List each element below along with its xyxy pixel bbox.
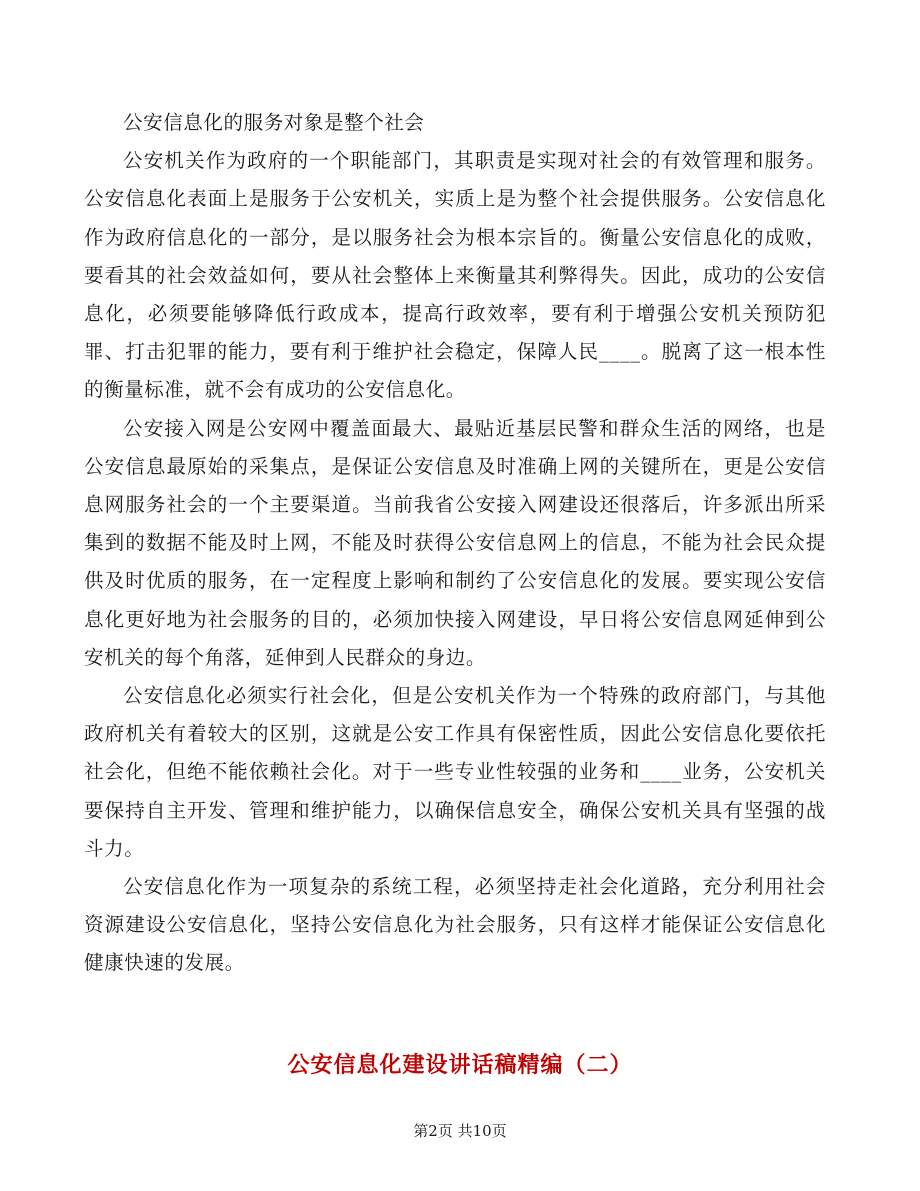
section-title: 公安信息化建设讲话稿精编（二）: [287, 1052, 633, 1078]
paragraph-4: 公安信息化作为一项复杂的系统工程，必须坚持走社会化道路，充分利用社会资源建设公安信息化，坚持公安信息化为社会服务，只有这样才能保证公安信息化健康快速的发展。: [84, 875, 826, 975]
document-body: [84, 104, 826, 983]
paragraph-2: 公安接入网是公安网中覆盖面最大、最贴近基层民警和群众生活的网络，也是公安信息最原始的采集点，是保证公安信息及时准确上网的关键所在，更是公安信息网服务社会的一个主要渠道。当前我省公安接入网建设还很落后，许多派出所采集到的数据不能及时上网，不能及时获得公安信息网上的信息，不能为社会民众提供及时优质的服务，在一定程度上影响和制约了公安信息化的发展。要实现公安信息化更好地为社会服务的目的，必须加快接入网建设，早日将公安信息网延伸到公安机关的每个角落，延伸到人民群众的身边。: [84, 416, 826, 669]
paragraph-3: 公安信息化必须实行社会化，但是公安机关作为一个特殊的政府部门，与其他政府机关有着较大的区别，这就是公安工作具有保密性质，因此公安信息化要依托社会化，但绝不能依赖社会化。对于一些专业性较强的业务和____业务，公安机关要保持自主开发、管理和维护能力，以确保信息安全，确保公安机关具有坚强的战斗力。: [84, 684, 826, 860]
paragraph-1: 公安机关作为政府的一个职能部门，其职责是实现对社会的有效管理和服务。公安信息化表面上是服务于公安机关，实质上是为整个社会提供服务。公安信息化作为政府信息化的一部分，是以服务社会为根本宗旨的。衡量公安信息化的成败，要看其的社会效益如何，要从社会整体上来衡量其利弊得失。因此，成功的公安信息化，必须要能够降低行政成本，提高行政效率，要有利于增强公安机关预防犯罪、打击犯罪的能力，要有利于维护社会稳定，保障人民____。脱离了这一根本性的衡量标准，就不会有成功的公安信息化。: [84, 149, 826, 402]
page-footer: 第2页 共10页: [413, 1122, 507, 1140]
subtitle: 公安信息化的服务对象是整个社会: [123, 111, 425, 134]
